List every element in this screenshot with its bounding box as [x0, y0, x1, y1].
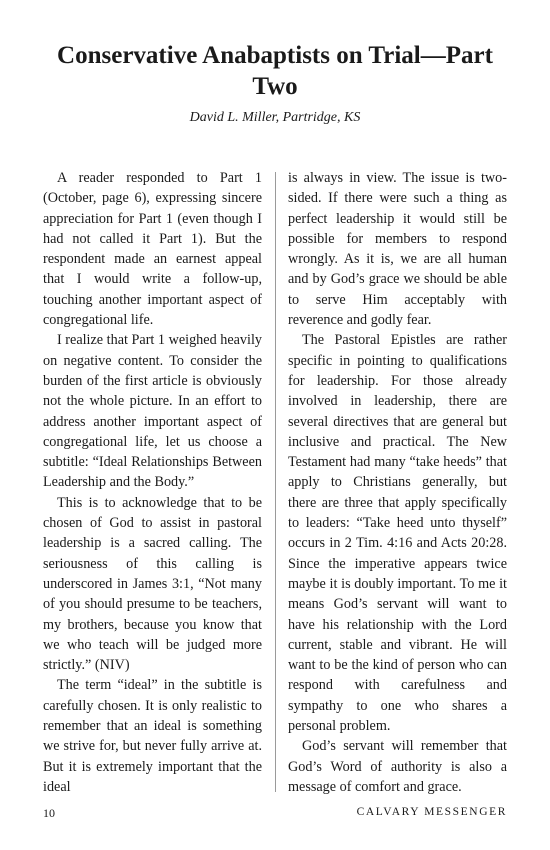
paragraph: God’s servant will remember that God’s Word of authority is also a message of comfort and grace. — [288, 738, 507, 795]
paragraph: The Pastoral Epistles are rather specific in pointing to qualifications for leadership. For those already involved in leadership, there are several directives that are general but inclusive and practical. The New Testament had many “take heeds” that apply to Christians generally, but there are three that apply specifically to leaders: “Take heed unto thyself” occurs in 2 Tim. 4:16 and Acts 20:28. Since the imperative appears twice maybe it is doubly important. To me it means God’s servant will want to have his relationship with the Lord current, stable and vibrant. He will want to be the kind of person who can respond with carefulness and sympathy to one who shares a personal problem. — [288, 332, 507, 735]
column-divider — [275, 172, 276, 792]
right-column — [288, 168, 507, 797]
paragraph-continued: is always in view. The issue is two-sided. If there were such a thing as perfect leadership it would still be possible for members to respond wrongly. As it is, we are all human and by God’s grace we should be able to serve Him acceptably with reverence and godly fear. — [288, 170, 507, 329]
left-column — [43, 168, 262, 797]
page-number: 10 — [43, 806, 55, 820]
paragraph: I realize that Part 1 weighed heavily on negative content. To consider the burden of the first article is obviously not the whole picture. In an effort to address another important aspect of congregational life, let us choose a subtitle: “Ideal Relationships Between Leadership and the Body.” — [43, 332, 262, 491]
paragraph: The term “ideal” in the subtitle is carefully chosen. It is only realistic to remember that an ideal is something we strive for, but never fully arrive at. But it is extremely important that the ideal — [43, 677, 262, 795]
article-title: Conservative Anabaptists on Trial—Part Two — [57, 42, 493, 100]
publication-name: CALVARY MESSENGER — [356, 806, 507, 818]
paragraph: A reader responded to Part 1 (October, page 6), expressing sincere appreciation for Part 1 (even though I had not called it Part 1). But the respondent made an earnest appeal that I would write a follow-up, touching another important aspect of congregational life. — [43, 170, 262, 329]
article-byline: David L. Miller, Partridge, KS — [189, 110, 361, 125]
paragraph: This is to acknowledge that to be chosen of God to assist in pastoral leadership is a sacred calling. The seriousness of this calling is underscored in James 3:1, “Not many of you should presume to be teachers, my brothers, because you know that we who teach will be judged more strictly.” (NIV) — [43, 494, 262, 674]
